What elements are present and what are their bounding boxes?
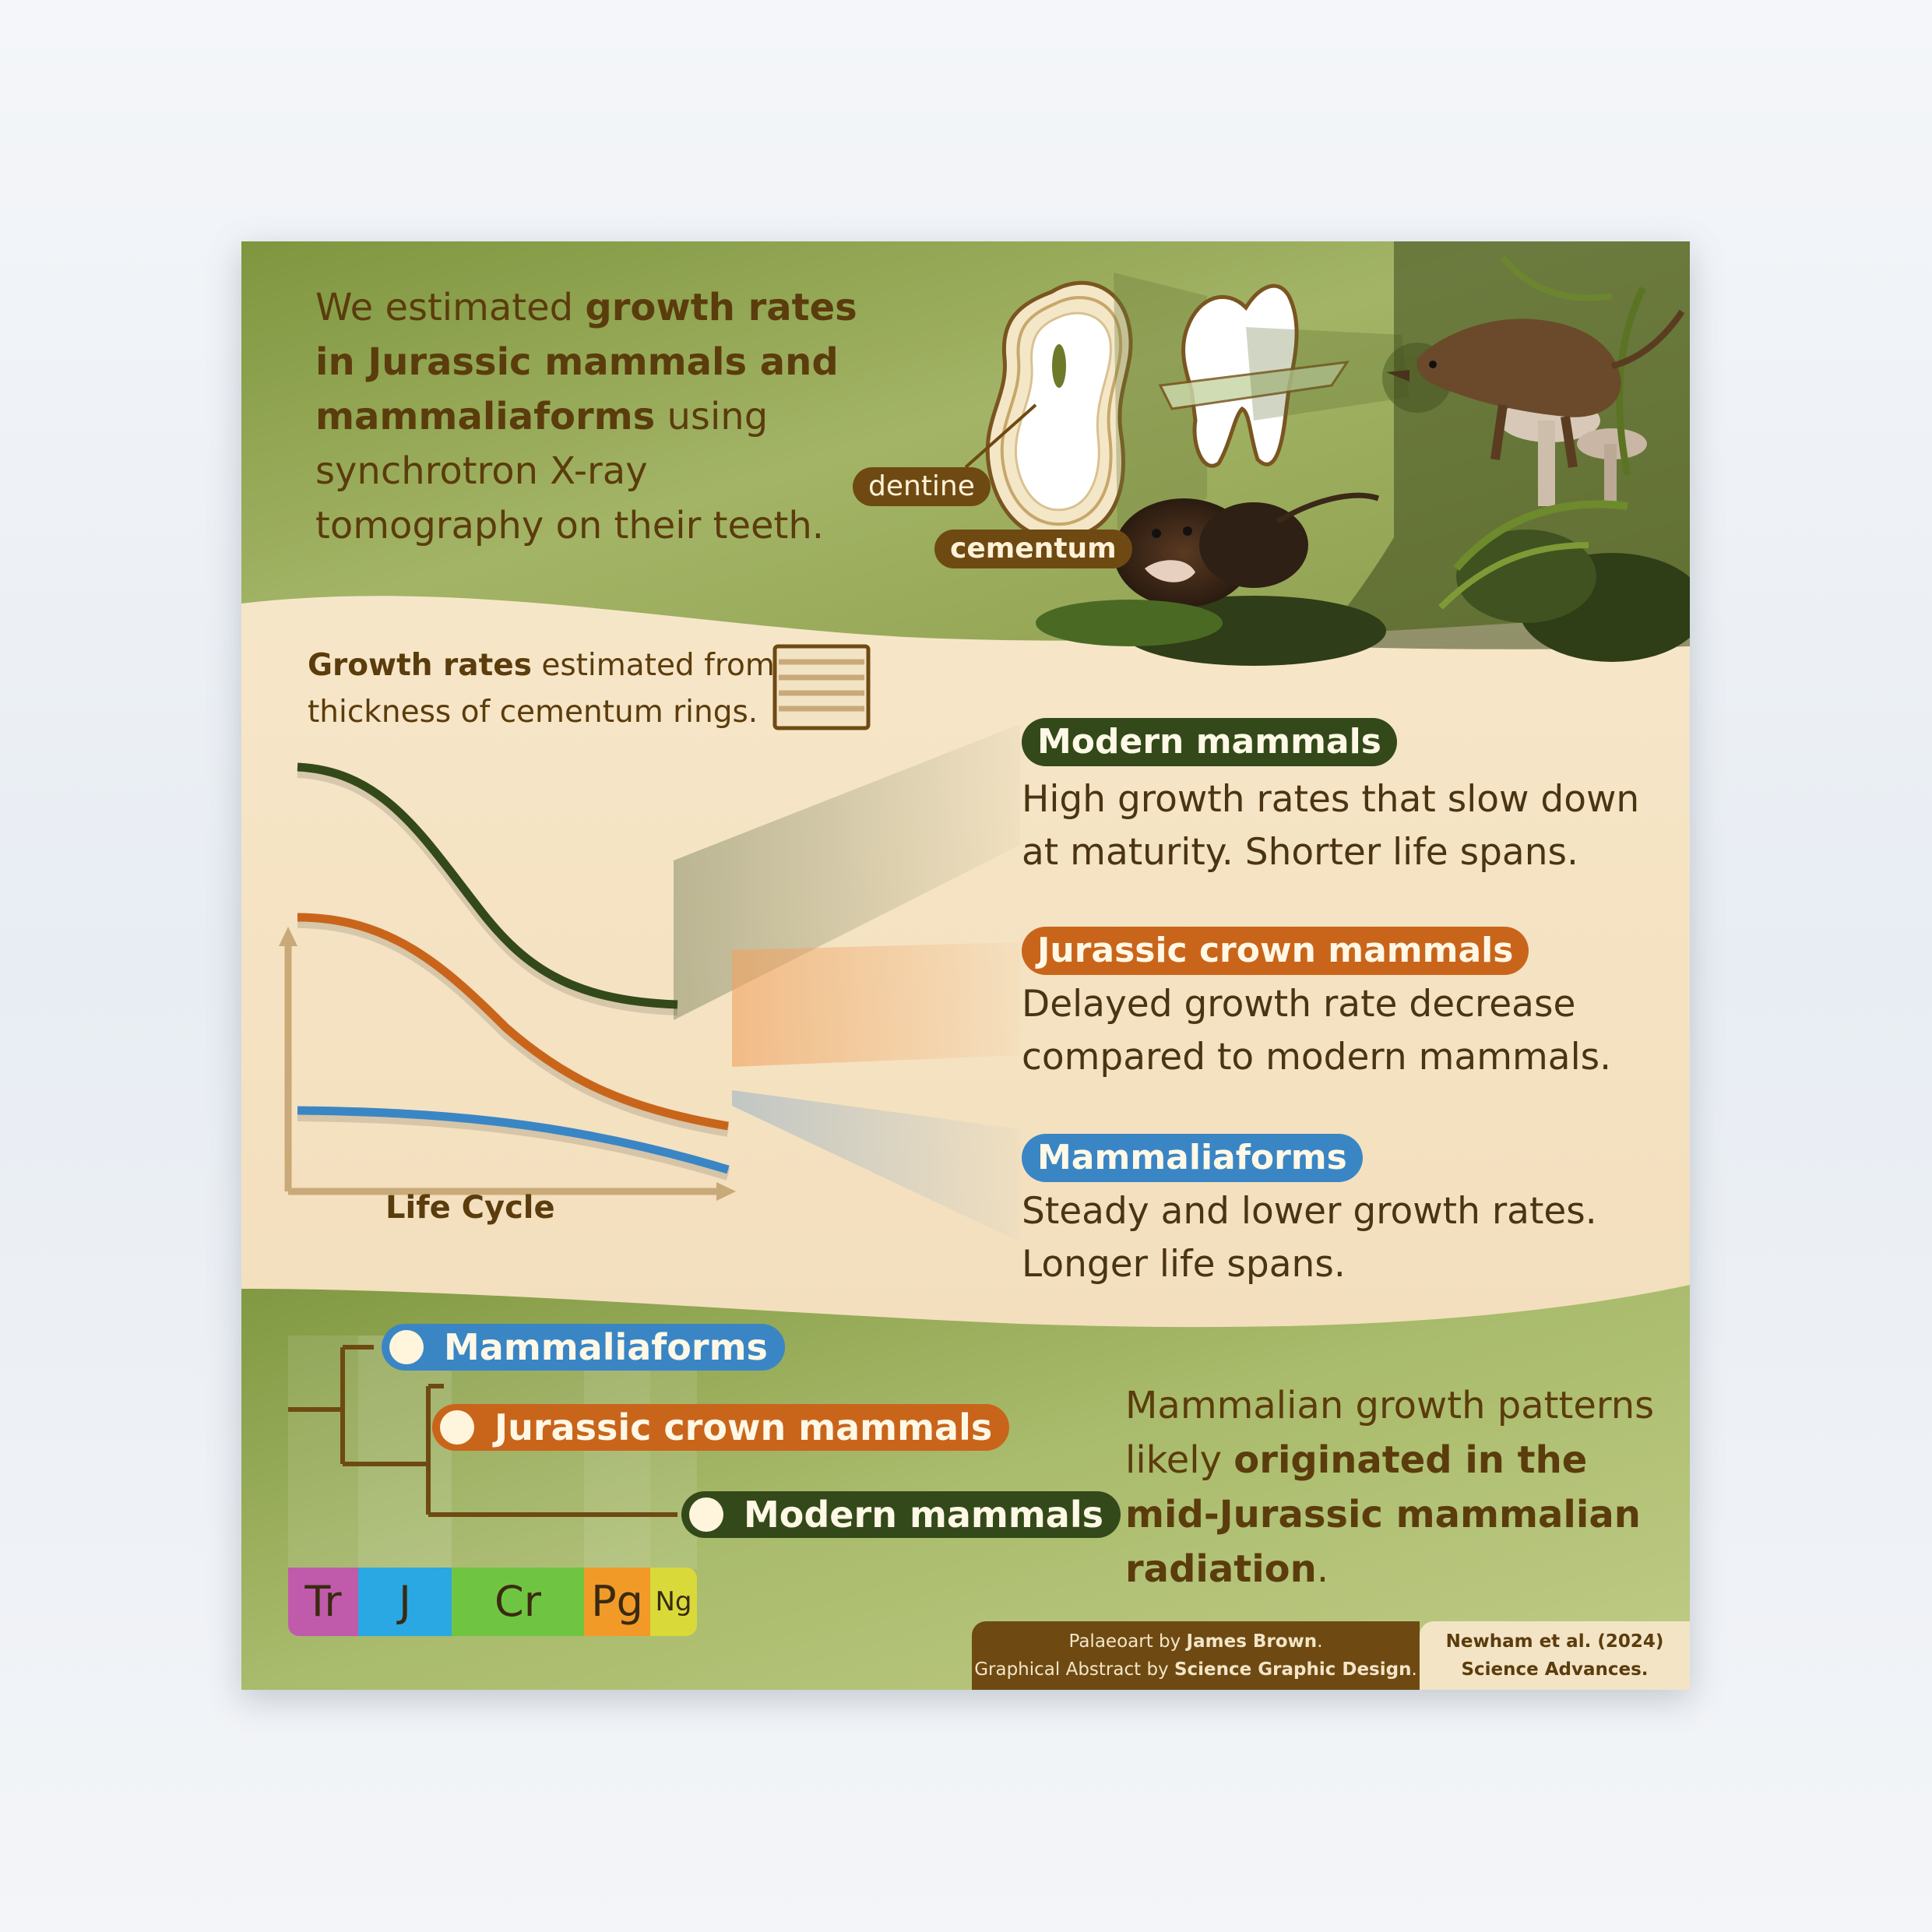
modern-tooth-icon	[689, 1497, 723, 1532]
citation	[1420, 1621, 1690, 1690]
period-column-0	[288, 1336, 358, 1569]
conclusion-part-2: .	[1316, 1547, 1329, 1591]
period-jurassic: J	[358, 1568, 452, 1636]
period-cretaceous: Cr	[452, 1568, 584, 1636]
intro-text	[315, 280, 860, 553]
period-column-1	[358, 1336, 452, 1569]
chart-caption-rest: estimated from thickness of cementum rings.	[308, 648, 775, 730]
credit-graphic	[972, 1656, 1420, 1684]
mammaliaform-tooth-icon	[389, 1330, 424, 1364]
credit-palaeoart-prefix: Palaeoart by	[1068, 1631, 1187, 1652]
intro-part-1: We estimated	[315, 286, 586, 329]
conclusion-bold: originated in the mid-Jurassic mammalian radiation	[1125, 1438, 1641, 1591]
dentine-label: dentine	[853, 467, 991, 506]
period-columns	[288, 1336, 697, 1569]
modern-mammals-desc: High growth rates that slow down at maturity. Shorter life spans.	[1022, 778, 1640, 874]
credit-graphic-name: Science Graphic Design	[1174, 1659, 1412, 1680]
phylo-mammaliaforms-text: Mammaliaforms	[444, 1326, 768, 1368]
period-column-3	[584, 1336, 650, 1569]
period-paleogene: Pg	[584, 1568, 650, 1636]
credits	[972, 1621, 1420, 1690]
mammaliaforms-label: Mammaliaforms	[1022, 1134, 1363, 1182]
citation-line-2: Science Advances.	[1461, 1659, 1649, 1680]
phylo-jurassic	[432, 1404, 1009, 1451]
phylo-jurassic-text: Jurassic crown mammals	[494, 1406, 993, 1448]
conclusion-part-1: Mammalian growth patterns likely	[1125, 1384, 1655, 1482]
x-axis-label: Life Cycle	[385, 1190, 555, 1226]
jurassic-beam	[732, 942, 1020, 1067]
conclusion-text	[1125, 1378, 1655, 1596]
credit-palaeoart-name: James Brown	[1186, 1631, 1318, 1652]
graphical-abstract-card	[241, 241, 1690, 1690]
credit-palaeoart	[972, 1628, 1420, 1656]
modern-mammals-label: Modern mammals	[1022, 718, 1397, 766]
chart-caption-bold: Growth rates	[308, 648, 532, 683]
jurassic-tooth-icon	[440, 1410, 474, 1445]
citation-line-1: Newham et al. (2024)	[1445, 1631, 1664, 1652]
period-triassic: Tr	[288, 1568, 358, 1636]
phylo-modern-text: Modern mammals	[744, 1494, 1103, 1536]
phylo-modern	[681, 1491, 1121, 1538]
jurassic-crown-desc: Delayed growth rate decrease compared to modern mammals.	[1022, 983, 1612, 1079]
intro-bold: growth rates in Jurassic mammals and mammaliaforms	[315, 286, 857, 438]
cementum-label: cementum	[934, 530, 1132, 568]
credit-graphic-end: .	[1411, 1659, 1417, 1680]
mammaliaforms-desc: Steady and lower growth rates. Longer life spans.	[1022, 1190, 1597, 1286]
period-column-2	[452, 1336, 584, 1569]
intro-part-2: using synchrotron X-ray tomography on their teeth.	[315, 395, 825, 547]
credit-graphic-prefix: Graphical Abstract by	[974, 1659, 1174, 1680]
period-neogene: Ng	[650, 1568, 697, 1636]
phylo-mammaliaforms	[382, 1324, 785, 1371]
period-column-4	[650, 1336, 697, 1569]
chart-caption	[308, 642, 790, 736]
credit-palaeoart-end: .	[1317, 1631, 1323, 1652]
jurassic-crown-label: Jurassic crown mammals	[1022, 927, 1529, 975]
